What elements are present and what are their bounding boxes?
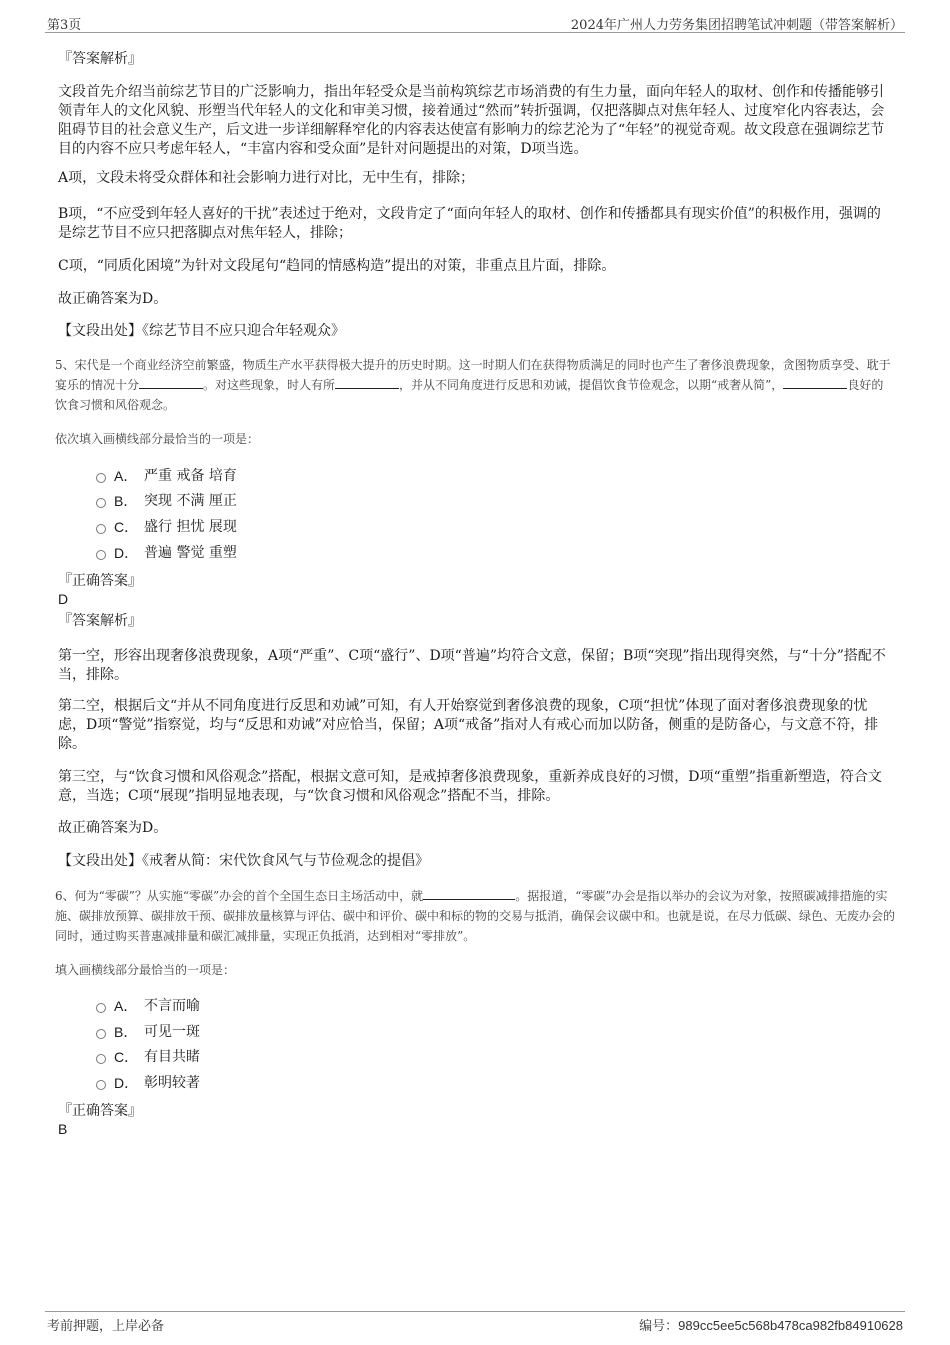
radio-icon[interactable] <box>96 524 106 534</box>
radio-icon[interactable] <box>96 1029 106 1039</box>
question-6-text: 6、何为“零碳”？从实施“零碳”办会的首个全国生态日主场活动中，就 。据报道，“零碳”办会是指以举办的会议为对象，按照碳减排措施的实施、碳排放预算、碳排放干预、碳排放量核算与评估、碳中和评价、碳中和标的物的交易与抵消，确保会议碳中和。也就是说，在尽力低碳、绿色、无废办会的同时，通过购买普惠减排量和碳汇减排量，实现正负抵消，达到相对“零排放”。 <box>55 889 896 943</box>
q5-option-c[interactable]: C． 盛行 担忧 展现 <box>96 517 237 537</box>
blank-1 <box>423 887 515 900</box>
radio-icon[interactable] <box>96 1080 106 1090</box>
q5-option-b[interactable]: B． 突现 不满 厘正 <box>96 491 237 511</box>
correct-answer-label: 『正确答案』 <box>58 1103 142 1119</box>
document-code: 编号：989cc5ee5c568b478ca982fb84910628 <box>639 1318 903 1334</box>
q6-option-c[interactable]: C． 有目共睹 <box>96 1047 200 1067</box>
analysis-blank-1: 第一空，形容出现奢侈浪费现象，A项“严重”、C项“盛行”、D项“普遍”均符合文意，保留；B项“突现”指出现得突然，与“十分”搭配不当，排除。 <box>58 648 886 683</box>
document-title: 2024年广州人力劳务集团招聘笔试冲刺题（带答案解析） <box>570 18 903 33</box>
question-5-text: 5、宋代是一个商业经济空前繁盛，物质生产水平获得极大提升的历史时期。这一时期人们在获得物质满足的同时也产生了奢侈浪费现象，贪图物质享受、耽于宴乐的情况十分 。对这些现象，时人有所 ，并从不同角度进行反思和劝诫，提倡饮食节俭观念，以期“戒奢从简”， 良好的饮食习惯和风俗观念。 <box>55 358 891 412</box>
page-header <box>45 10 905 33</box>
footer-slogan: 考前押题，上岸必备 <box>47 1319 165 1334</box>
correct-answer: B <box>58 1121 68 1137</box>
q6-option-b[interactable]: B． 可见一斑 <box>96 1022 200 1042</box>
q5-option-d[interactable]: D． 普遍 警觉 重塑 <box>96 543 237 563</box>
q6-option-a[interactable]: A． 不言而喻 <box>96 996 200 1016</box>
analysis-label: 『答案解析』 <box>58 51 142 67</box>
page-footer <box>45 1311 905 1336</box>
radio-icon[interactable] <box>96 498 106 508</box>
analysis-blank-2: 第二空，根据后文“并从不同角度进行反思和劝诫”可知，有人开始察觉到奢侈浪费的现象，C项“担忧”体现了面对奢侈浪费现象的忧虑，D项“警觉”指察觉，均与“反思和劝诫”对应恰当，保留；A项“戒备”指对人有戒心而加以防备，侧重的是防备心，与文意不符，排除。 <box>58 698 879 752</box>
radio-icon[interactable] <box>96 550 106 560</box>
blank-2 <box>335 376 399 389</box>
radio-icon[interactable] <box>96 473 106 483</box>
analysis-conclusion: 故正确答案为D。 <box>58 820 168 836</box>
radio-icon[interactable] <box>96 1054 106 1064</box>
radio-icon[interactable] <box>96 1003 106 1013</box>
blank-3 <box>783 376 847 389</box>
analysis-option-a: A项，文段未将受众群体和社会影响力进行对比，无中生有，排除； <box>58 170 475 186</box>
correct-answer-label: 『正确答案』 <box>58 573 142 589</box>
source-citation: 【文段出处】《综艺节目不应只迎合年轻观众》 <box>58 323 345 339</box>
correct-answer: D <box>58 591 69 607</box>
analysis-conclusion: 故正确答案为D。 <box>58 291 168 307</box>
analysis-option-b: B项，“不应受到年轻人喜好的干扰”表述过于绝对，文段肯定了“面向年轻人的取材、创作和传播都具有现实价值”的积极作用，强调的是综艺节目不应只把落脚点对焦年轻人，排除； <box>58 206 881 241</box>
q5-option-a[interactable]: A． 严重 戒备 培育 <box>96 466 237 486</box>
source-citation: 【文段出处】《戒奢从简：宋代饮食风气与节俭观念的提倡》 <box>58 853 429 869</box>
page-number: 第3页 <box>47 18 82 33</box>
q6-option-d[interactable]: D． 彰明较著 <box>96 1073 200 1093</box>
analysis-paragraph: 文段首先介绍当前综艺节目的广泛影响力，指出年轻受众是当前构筑综艺市场消费的有生力量，面向年轻人的取材、创作和传播能够引领青年人的文化风貌、形塑当代年轻人的文化和审美习惯，接着通过“然而”转折强调，仅把落脚点对焦年轻人、过度窄化内容表达，会阻碍节目的社会意义生产，后文进一步详细解释窄化的内容表达使富有影响力的综艺沦为了“年轻”的视觉奇观。故文段意在强调综艺节目的内容不应只考虑年轻人，“丰富内容和受众面”是针对问题提出的对策，D项当选。 <box>58 84 885 157</box>
question-6-prompt: 填入画横线部分最恰当的一项是： <box>55 963 236 977</box>
analysis-blank-3: 第三空，与“饮食习惯和风俗观念”搭配，根据文意可知，是戒掉奢侈浪费现象，重新养成良好的习惯，D项“重塑”指重新塑造，符合文意，当选；C项“展现”指明显地表现，与“饮食习惯和风俗观念”搭配不当，排除。 <box>58 769 882 804</box>
analysis-option-c: C项，“同质化困境”为针对文段尾句“趋同的情感构造”提出的对策，非重点且片面，排除。 <box>58 258 616 274</box>
blank-1 <box>139 376 203 389</box>
analysis-label: 『答案解析』 <box>58 613 142 629</box>
question-5-prompt: 依次填入画横线部分最恰当的一项是： <box>55 432 260 446</box>
